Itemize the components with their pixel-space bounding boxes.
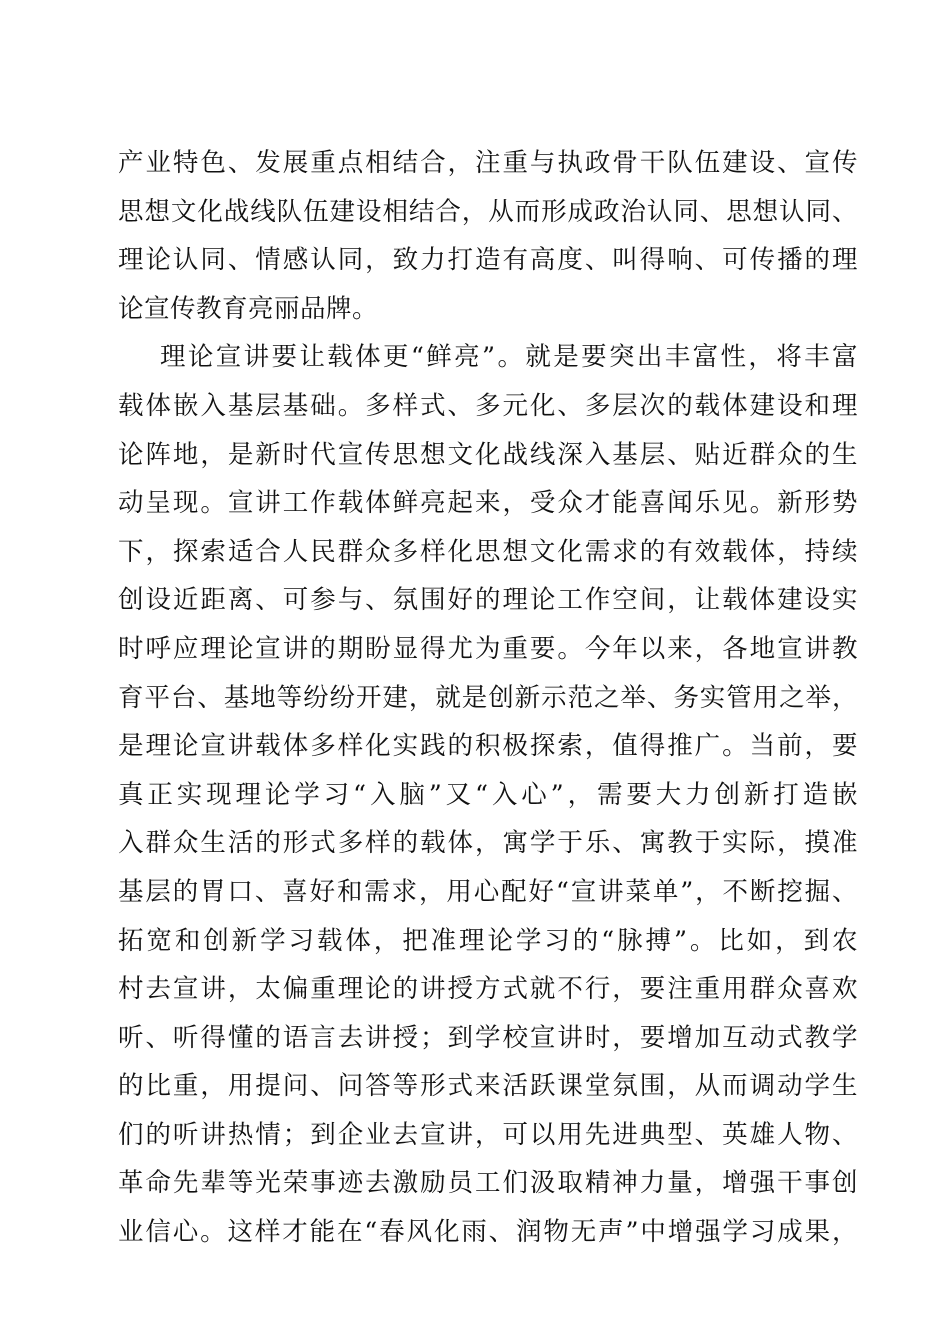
text-line: 的比重，用提问、问答等形式来活跃课堂氛围，从而调动学生 [118, 1071, 858, 1102]
text-line: 基层的胃口、喜好和需求，用心配好“宣讲菜单”，不断挖掘、 [118, 876, 858, 907]
text-line: 产业特色、发展重点相结合，注重与执政骨干队伍建设、宣传 [118, 148, 858, 178]
text-line: 入群众生活的形式多样的载体，寓学于乐、寓教于实际，摸准 [118, 828, 858, 859]
text-line: 载体嵌入基层基础。多样式、多元化、多层次的载体建设和理 [118, 390, 858, 421]
text-line: 下，探索适合人民群众多样化思想文化需求的有效载体，持续 [118, 536, 858, 567]
text-line: 论阵地，是新时代宣传思想文化战线深入基层、贴近群众的生 [118, 439, 858, 470]
text-line: 创设近距离、可参与、氛围好的理论工作空间，让载体建设实 [118, 585, 858, 616]
text-line: 思想文化战线队伍建设相结合，从而形成政治认同、思想认同、 [118, 196, 858, 227]
text-line: 育平台、基地等纷纷开建，就是创新示范之举、务实管用之举， [118, 682, 858, 713]
text-line: 们的听讲热情；到企业去宣讲，可以用先进典型、英雄人物、 [118, 1119, 858, 1150]
text-line: 听、听得懂的语言去讲授；到学校宣讲时，要增加互动式教学 [118, 1022, 858, 1053]
text-line: 论宣传教育亮丽品牌。 [118, 293, 379, 324]
text-line: 真正实现理论学习“入脑”又“入心”，需要大力创新打造嵌 [118, 779, 858, 810]
text-line: 业信心。这样才能在“春风化雨、润物无声”中增强学习成果， [118, 1217, 858, 1248]
text-line: 是理论宣讲载体多样化实践的积极探索，值得推广。当前，要 [118, 731, 858, 762]
text-line: 时呼应理论宣讲的期盼显得尤为重要。今年以来，各地宣讲教 [118, 633, 858, 664]
text-line: 村去宣讲，太偏重理论的讲授方式就不行，要注重用群众喜欢 [118, 974, 858, 1005]
text-line: 革命先辈等光荣事迹去激励员工们汲取精神力量，增强干事创 [118, 1168, 858, 1199]
body-text [118, 139, 858, 1257]
text-line: 理论认同、情感认同，致力打造有高度、叫得响、可传播的理 [118, 245, 858, 276]
text-line: 动呈现。宣讲工作载体鲜亮起来，受众才能喜闻乐见。新形势 [118, 488, 858, 519]
text-line: 理论宣讲要让载体更“鲜亮”。就是要突出丰富性，将丰富 [160, 342, 858, 373]
text-line: 拓宽和创新学习载体，把准理论学习的“脉搏”。比如，到农 [118, 925, 858, 956]
